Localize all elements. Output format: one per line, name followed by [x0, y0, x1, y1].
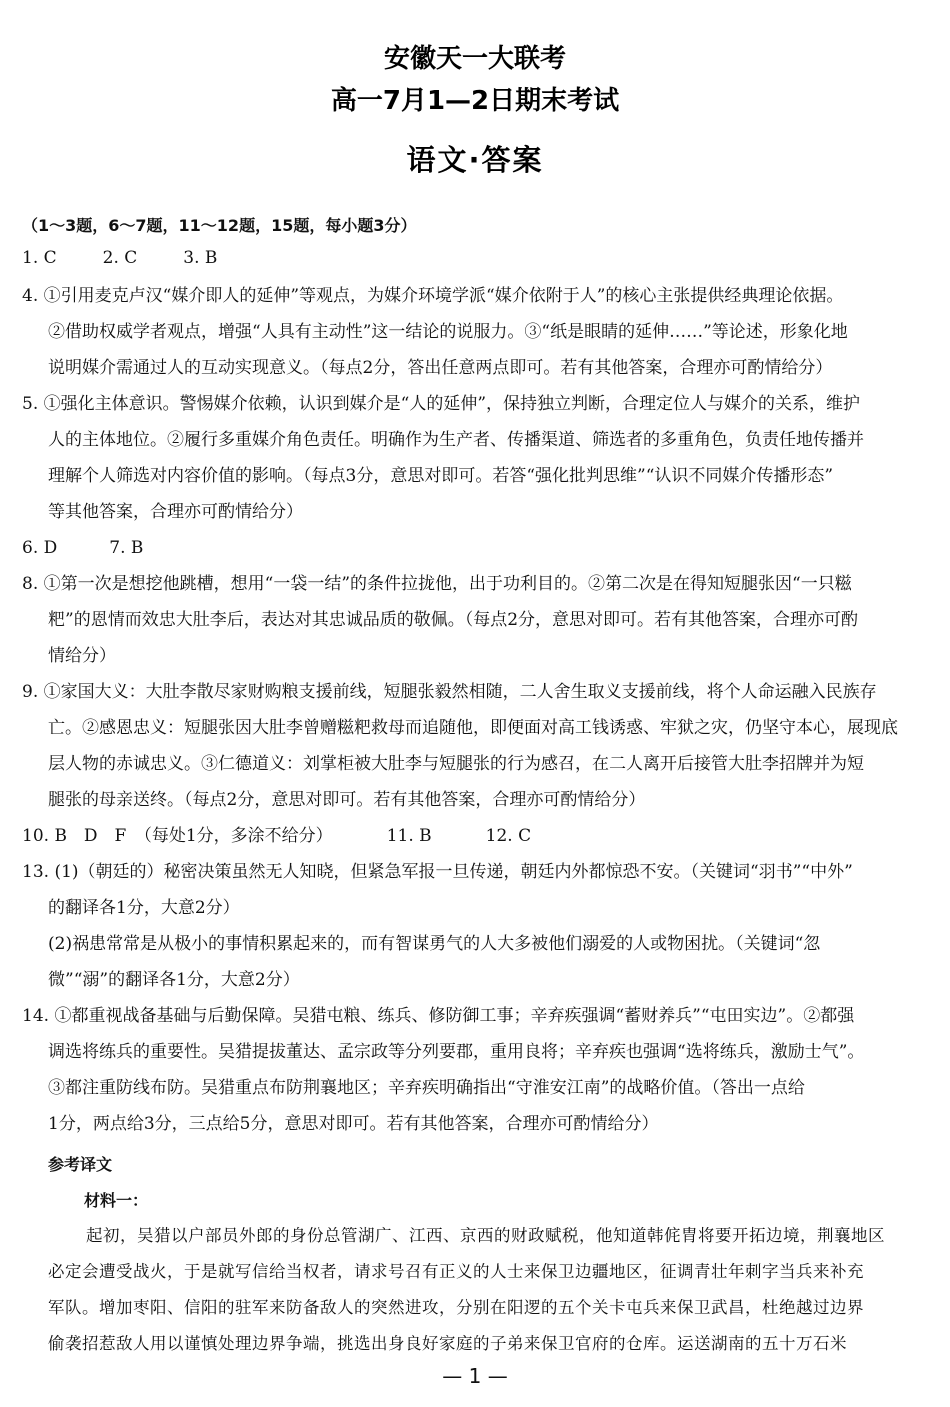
q5-line: 5. ①强化主体意识。警惕媒介依赖，认识到媒介是“人的延伸”，保持独立判断，合理定位人与媒介的关系，维护: [22, 394, 861, 414]
q9-line: 亡。②感恩忠义：短腿张因大肚李曾赠糍粑救母而追随他，即便面对高工钱诱惑、牢狱之灾，仍坚守本心，展现底: [48, 718, 898, 738]
translation-line: 起初，吴猎以户部员外郎的身份总管湖广、江西、京西的财政赋税，他知道韩侂胄将要开拓边境，荆襄地区: [86, 1226, 885, 1245]
answer-12: 12. C: [485, 826, 532, 846]
q4-line: ②借助权威学者观点，增强“人具有主动性”这一结论的说服力。③“纸是眼睛的延伸……”等论述，形象化地: [48, 322, 848, 342]
answer-7: 7. B: [109, 538, 144, 558]
mc-answers-3: [22, 818, 932, 854]
translation-heading: 参考译文: [48, 1155, 113, 1174]
answer-3: 3. B: [183, 248, 218, 268]
answer-10: 10. B D F （每处1分，多涂不给分）: [22, 826, 333, 846]
q4-line: 4. ①引用麦克卢汉“媒介即人的延伸”等观点，为媒介环境学派“媒介依附于人”的核心主张提供经典理论依据。: [22, 286, 844, 306]
q13-line: 的翻译各1分，大意2分）: [48, 898, 240, 918]
q8-line: 粑”的恩情而效忠大肚李后，表达对其忠诚品质的敬佩。（每点2分，意思对即可。若有其他答案，合理亦可酌: [48, 610, 859, 630]
q13-line: 微”“溺”的翻译各1分，大意2分）: [48, 970, 300, 990]
org-title: 安徽天一大联考: [383, 44, 566, 74]
q14-line: 1分，两点给3分，三点给5分，意思对即可。若有其他答案，合理亦可酌情给分）: [48, 1114, 659, 1134]
q13-line: (2)祸患常常是从极小的事情积累起来的，而有智谋勇气的人大多被他们溺爱的人或物困扰。（关键词“忽: [48, 934, 821, 954]
q5-line: 等其他答案，合理亦可酌情给分）: [48, 502, 303, 522]
q8-line: 8. ①第一次是想挖他跳槽，想用“一袋一结”的条件拉拢他，出于功利目的。②第二次是在得知短腿张因“一只糍: [22, 574, 852, 594]
translation-line: 必定会遭受战火，于是就写信给当权者，请求号召有正义的人士来保卫边疆地区，征调青壮年刺字当兵来补充: [48, 1262, 864, 1281]
q13-line: 13. (1)（朝廷的）秘密决策虽然无人知晓，但紧急军报一旦传递，朝廷内外都惊恐不安。（关键词“羽书”“中外”: [22, 862, 853, 882]
answer-1: 1. C: [22, 248, 57, 268]
q9-line: 9. ①家国大义：大肚李散尽家财购粮支援前线，短腿张毅然相随，二人舍生取义支援前线，将个人命运融入民族存: [22, 682, 877, 702]
q8-line: 情给分）: [48, 646, 116, 666]
q5-line: 理解个人筛选对内容价值的影响。（每点3分，意思对即可。若答“强化批判思维”“认识不同媒介传播形态”: [48, 466, 834, 486]
q14-line: 调选将练兵的重要性。吴猎提拔董达、孟宗政等分列要郡，重用良将；辛弃疾也强调“选将练兵，激励士气”。: [48, 1042, 865, 1062]
q5-line: 人的主体地位。②履行多重媒介角色责任。明确作为生产者、传播渠道、筛选者的多重角色，负责任地传播并: [48, 430, 864, 450]
scoring-note: （1～3题，6～7题，11～12题，15题，每小题3分）: [22, 216, 417, 235]
translation-line: 偷袭招惹敌人用以谨慎处理边界争端，挑选出身良好家庭的子弟来保卫官府的仓库。运送湖南的五十万石米: [48, 1334, 847, 1353]
mc-answers-1: [22, 240, 932, 276]
q14-line: ③都注重防线布防。吴猎重点布防荆襄地区；辛弃疾明确指出“守淮安江南”的战略价值。（答出一点给: [48, 1078, 805, 1098]
answer-6: 6. D: [22, 538, 58, 558]
answer-11: 11. B: [386, 826, 432, 846]
q9-line: 层人物的赤诚忠义。③仁德道义：刘掌柜被大肚李与短腿张的行为感召，在二人离开后接管大肚李招牌并为短: [48, 754, 864, 774]
q14-line: 14. ①都重视战备基础与后勤保障。吴猎屯粮、练兵、修防御工事；辛弃疾强调“蓄财养兵”“屯田实边”。②都强: [22, 1006, 855, 1026]
translation-line: 军队。增加枣阳、信阳的驻军来防备敌人的突然进攻，分别在阳逻的五个关卡屯兵来保卫武昌，杜绝越过边界: [48, 1298, 864, 1317]
q4-line: 说明媒介需通过人的互动实现意义。（每点2分，答出任意两点即可。若有其他答案，合理亦可酌情给分）: [48, 358, 833, 378]
answer-2: 2. C: [102, 248, 138, 268]
page-number: — 1 —: [442, 1364, 508, 1388]
exam-title: 高一7月1—2日期末考试: [330, 86, 620, 116]
subject-title: 语文·答案: [406, 143, 544, 177]
q9-line: 腿张的母亲送终。（每点2分，意思对即可。若有其他答案，合理亦可酌情给分）: [48, 790, 646, 810]
mc-answers-2: [22, 530, 932, 566]
material-label: 材料一：: [84, 1191, 149, 1210]
